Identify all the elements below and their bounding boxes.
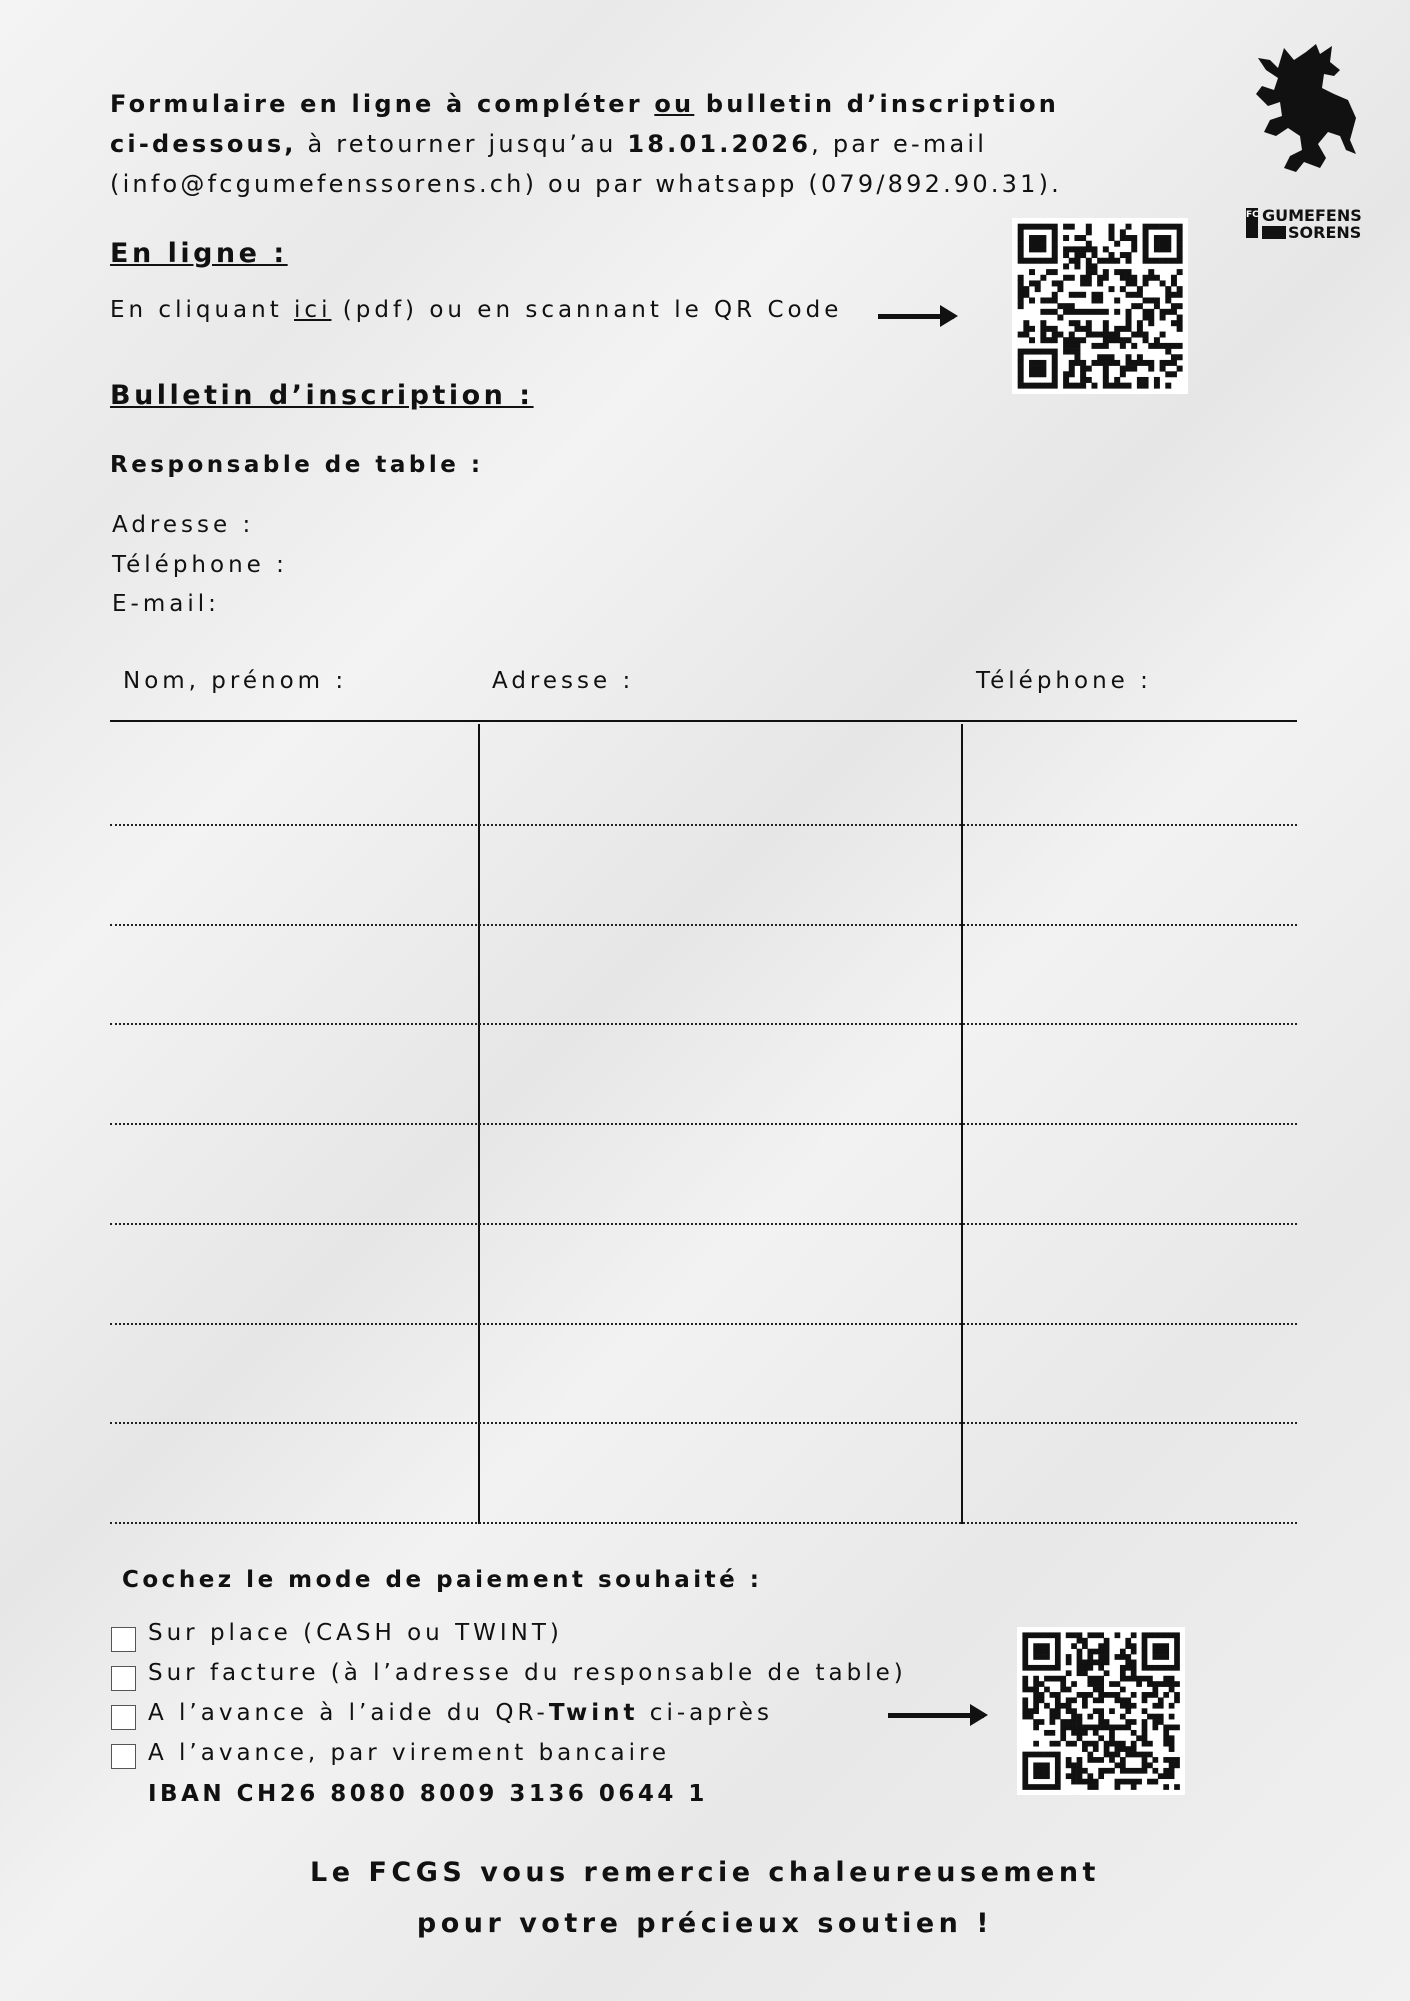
qr-code-online[interactable] — [1012, 218, 1188, 394]
phone-label: Téléphone : — [112, 552, 288, 578]
col-header-phone: Téléphone : — [976, 668, 1152, 694]
table-row-line — [110, 824, 1297, 826]
option-sur-facture-label: Sur facture (à l’adresse du responsable de table) — [148, 1660, 907, 1686]
closing-line-2: pour votre précieux soutien ! — [416, 1908, 994, 1939]
logo-fc: FC — [1246, 210, 1259, 220]
option-virement-label: A l’avance, par virement bancaire — [148, 1740, 671, 1766]
iban: IBAN CH26 8080 8009 3136 0644 1 — [148, 1781, 708, 1807]
intro-return-text: à retourner jusqu’au — [296, 130, 628, 158]
qr-code-icon — [1017, 1627, 1185, 1795]
intro-paragraph — [110, 84, 1100, 204]
intro-contact: , par e-mail (info@fcgumefenssorens.ch) ou par whatsapp (079/892.90.31). — [110, 130, 1062, 198]
col-header-name: Nom, prénom : — [123, 668, 348, 694]
checkbox-qr-twint[interactable] — [111, 1705, 136, 1730]
online-text: En cliquant ici (pdf) ou en scannant le QR Code — [110, 297, 843, 323]
logo-bar — [1262, 226, 1286, 239]
qr-code-icon — [1012, 218, 1188, 394]
table-row-line — [110, 1123, 1297, 1125]
pdf-link[interactable]: ici — [294, 297, 332, 323]
table-row-line — [110, 1422, 1297, 1424]
checkbox-sur-facture[interactable] — [111, 1666, 136, 1691]
bulletin-heading: Bulletin d’inscription : — [110, 380, 534, 411]
option-qr-twint-label: A l’avance à l’aide du QR-Twint ci-après — [148, 1700, 773, 1726]
col-header-address: Adresse : — [492, 668, 635, 694]
email-label: E-mail: — [112, 591, 220, 617]
intro-lead: Formulaire en ligne à compléter — [110, 90, 655, 118]
arrow-right-icon — [888, 1713, 984, 1718]
table-row-line — [110, 1522, 1297, 1524]
option-sur-place-label: Sur place (CASH ou TWINT) — [148, 1620, 563, 1646]
logo-sorens: SORENS — [1288, 223, 1362, 242]
checkbox-sur-place[interactable] — [111, 1627, 136, 1652]
checkbox-virement[interactable] — [111, 1744, 136, 1769]
table-row-line — [110, 1023, 1297, 1025]
table-header-rule — [110, 720, 1297, 722]
responsable-label: Responsable de table : — [110, 452, 484, 478]
payment-heading: Cochez le mode de paiement souhaité : — [122, 1567, 763, 1593]
intro-ou: ou — [654, 90, 695, 118]
logo-gumefens: GUMEFENS — [1262, 206, 1362, 225]
closing-line-1: Le FCGS vous remercie chaleureusement — [310, 1857, 1100, 1888]
online-heading: En ligne : — [110, 238, 288, 269]
qr-code-twint[interactable] — [1017, 1627, 1185, 1795]
club-logo — [1240, 40, 1380, 240]
table-row-line — [110, 1223, 1297, 1225]
address-label: Adresse : — [112, 512, 255, 538]
deadline-date: 18.01.2026 — [627, 130, 812, 158]
table-row-line — [110, 924, 1297, 926]
arrow-right-icon — [878, 314, 954, 319]
intro-ci-dessous: bulletin d’inscription ci-dessous, — [110, 90, 1060, 158]
wolf-crest-icon — [1244, 40, 1364, 190]
table-row-line — [110, 1323, 1297, 1325]
